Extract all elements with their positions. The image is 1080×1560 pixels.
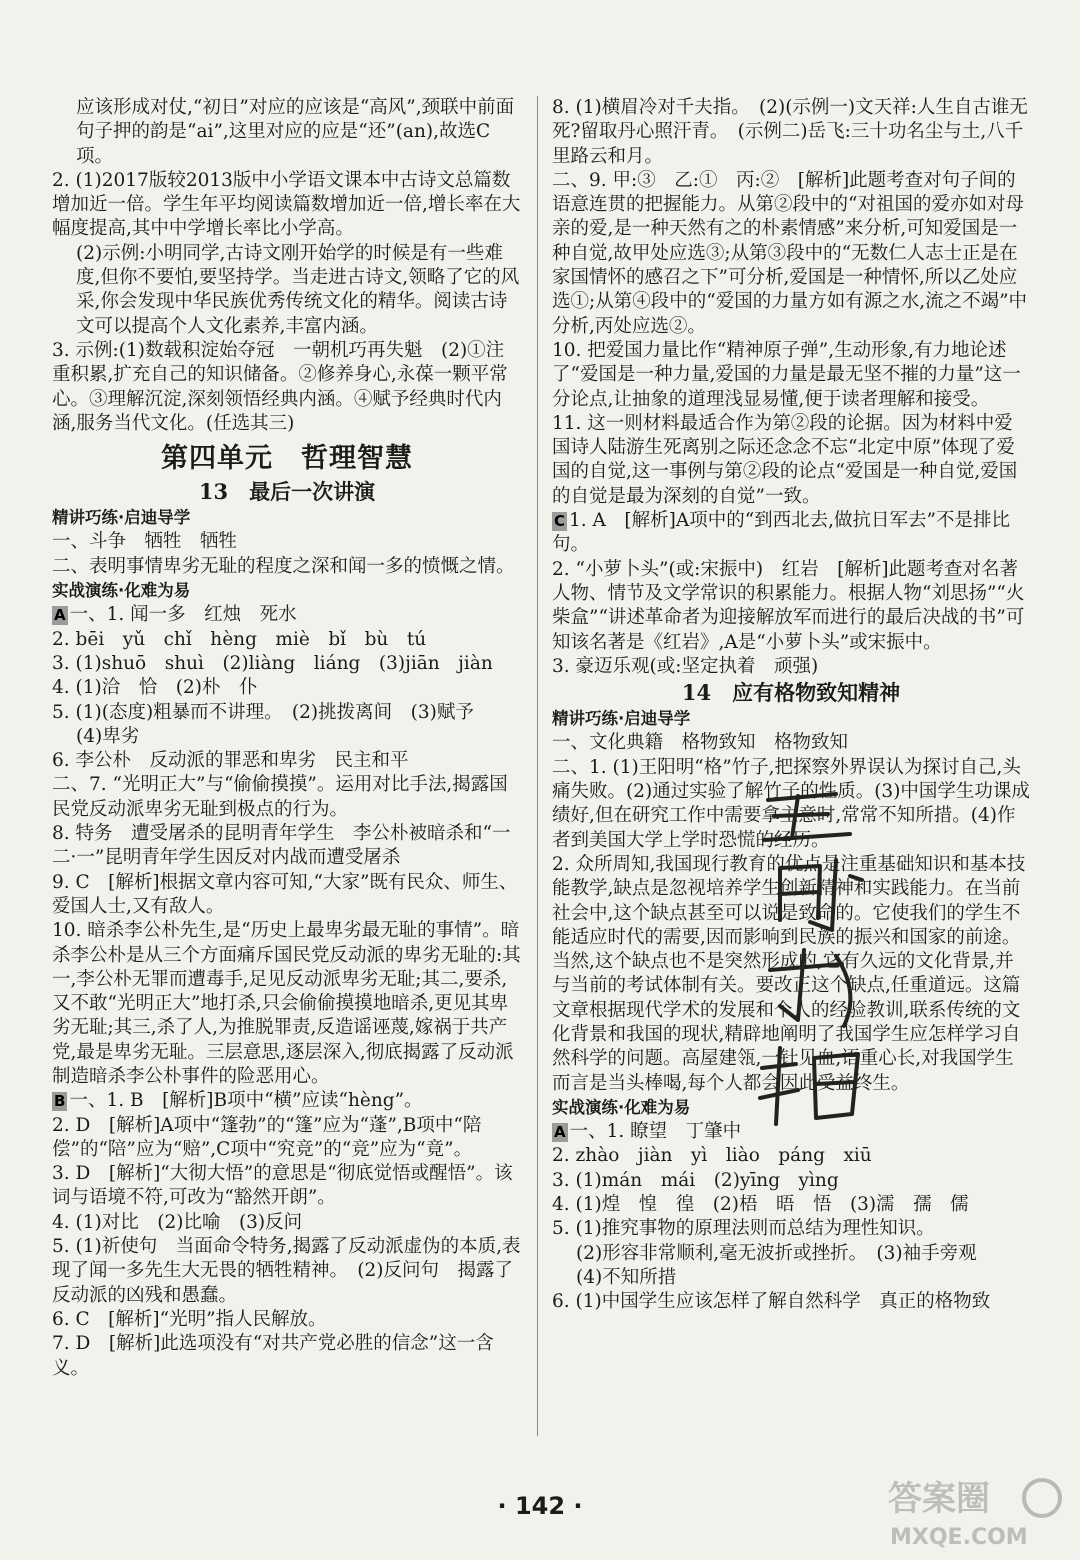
block-text: 5. (1)祈使句 当面命令特务,揭露了反动派虚伪的本质,表现了闻一多先生大无畏的牺牲精神。 (2)反问句 揭露了反动派的凶残和愚蠢。 bbox=[52, 1236, 521, 1306]
block-text: 精讲巧练·启迪导学 bbox=[552, 709, 691, 729]
block-text: 2. 众所周知,我国现行教育的优点是注重基础知识和基本技能教学,缺点是忽视培养学生创新精神和实践能力。在当前社会中,这个缺点甚至可以说是致命的。它使我们的学生不能适应时代的需要,因而影响到民族的振兴和国家的前途。当然,这个缺点也不是突然形成的,它有久远的文化背景,并与当前的考试体制有关。要改正这个缺点,任重道远。这篇文章根据现代学术的发展和个人的经验教训,联系传统的文化背景和我国的现状,精辟地阐明了我国学生应怎样学习自然科学的问题。高屋建瓴,一针见血,语重心长,对我国学生而言是当头棒喝,每个人都会因此受益终生。 bbox=[552, 853, 1026, 1094]
answer-paragraph bbox=[52, 242, 522, 339]
answer-paragraph bbox=[52, 1235, 522, 1308]
block-text: 5. (1)(态度)粗暴而不讲理。 (2)挑拨离间 (3)赋予 bbox=[52, 701, 474, 723]
answer-paragraph bbox=[52, 1089, 522, 1113]
block-text: 2. D [解析]A项中“篷勃”的“篷”应为“蓬”,B项中“陪偿”的“陪”应为“赔”,C项中“究竞”的“竞”应为“竟”。 bbox=[52, 1114, 482, 1160]
block-text: 10. 把爱国力量比作“精神原子弹”,生动形象,有力地论述了“爱国是一种力量,爱国的力量是最无坚不摧的力量”这一分论点,让抽象的道理浅显易懂,便于读者理解和接受。 bbox=[552, 339, 1021, 410]
answer-paragraph bbox=[52, 1308, 522, 1332]
level-badge: A bbox=[554, 1123, 566, 1142]
answer-paragraph bbox=[52, 701, 522, 725]
block-text: 2. zhào jiàn yì liào páng xiū bbox=[552, 1145, 872, 1167]
block-text: 3. 豪迈乐观(或:坚定执着 顽强) bbox=[552, 655, 819, 677]
block-text: 13 最后一次讲演 bbox=[198, 479, 376, 505]
block-text: 一、1. B [解析]B项中“横”应读“hèng”。 bbox=[69, 1090, 423, 1112]
block-text: (2)示例:小明同学,古诗文刚开始学的时候是有一些难度,但你不要怕,要坚持学。当走进古诗文,领略了它的风采,你会发现中华民族优秀传统文化的精华。阅读古诗文可以提高个人文化素养,丰富内涵。 bbox=[76, 242, 520, 337]
answer-paragraph bbox=[552, 1242, 1030, 1266]
block-text: 精讲巧练·启迪导学 bbox=[52, 508, 191, 528]
answer-paragraph bbox=[552, 169, 1030, 339]
answer-paragraph bbox=[552, 1290, 1030, 1314]
answer-paragraph bbox=[52, 555, 522, 579]
answer-paragraph bbox=[52, 919, 522, 1089]
answer-paragraph bbox=[52, 749, 522, 773]
block-text: 一、1. 瞭望 丁肇中 bbox=[569, 1121, 742, 1143]
lesson-title bbox=[52, 478, 522, 506]
block-text: 第四单元 哲理智慧 bbox=[161, 443, 413, 475]
block-text: 4. (1)煌 惶 徨 (2)梧 晤 悟 (3)濡 孺 儒 bbox=[552, 1194, 969, 1216]
block-text: (2)形容非常顺利,毫无波折或挫折。 (3)袖手旁观 bbox=[576, 1242, 977, 1264]
answer-paragraph bbox=[552, 1144, 1030, 1168]
answer-paragraph bbox=[552, 509, 1030, 558]
answer-paragraph bbox=[52, 1211, 522, 1235]
block-text: 8. (1)横眉冷对千夫指。 (2)(示例一)文天祥:人生自古谁无死?留取丹心照汗青。 (示例二)岳飞:三十功名尘与土,八千里路云和月。 bbox=[552, 97, 1028, 167]
block-text: 2. “小萝卜头”(或:宋振中) 红岩 [解析]此题考查对名著人物、情节及文学常识的积累能力。根据人物“刘思扬”“火柴盒”“讲述革命者为迎接解放军而进行的最后决战的书”可知该名著是《红岩》,A是“小萝卜头”或宋振中。 bbox=[552, 558, 1025, 653]
block-text: 5. (1)推究事物的原理法则而总结为理性知识。 bbox=[552, 1218, 935, 1240]
level-badge: C bbox=[554, 512, 566, 531]
answer-paragraph bbox=[52, 530, 522, 554]
level-badge: A bbox=[54, 606, 66, 625]
block-text: (4)不知所措 bbox=[576, 1266, 677, 1288]
block-text: 二、1. (1)王阳明“格”竹子,把探察外界误认为探讨自己,头痛失败。(2)通过实验了解竹子的性质。(3)中国学生功课成绩好,但在研究工作中需要拿主意时,常常不知所措。(4)作者到美国大学上学时恐慌的经历。 bbox=[552, 756, 1030, 851]
answer-paragraph bbox=[552, 1217, 1030, 1241]
answer-paragraph bbox=[52, 652, 522, 676]
block-text: 二、表明事情卑劣无耻的程度之深和闻一多的愤慨之情。 bbox=[52, 555, 515, 577]
block-text: 一、1. 闻一多 红烛 死水 bbox=[69, 604, 297, 626]
answer-paragraph bbox=[52, 1162, 522, 1211]
answer-paragraph bbox=[52, 169, 522, 242]
section-heading bbox=[552, 707, 1030, 731]
block-text: 2. (1)2017版较2013版中小学语文课本中古诗文总篇数增加近一倍。学生年平均阅读篇数增加近一倍,增长率在大幅度提高,其中中学增长率比小学高。 bbox=[52, 169, 521, 240]
answer-paragraph bbox=[52, 96, 522, 169]
answer-paragraph bbox=[552, 558, 1030, 655]
answer-paragraph bbox=[552, 339, 1030, 412]
answer-paragraph bbox=[552, 1169, 1030, 1193]
block-text: 11. 这一则材料最适合作为第②段的论据。因为材料中爱国诗人陆游生死离别之际还念念不忘“北定中原”体现了爱国的自觉,这一事例与第②段的论点“爱国是一种自觉,爱国的自觉是最为深刻的自觉”一致。 bbox=[552, 412, 1018, 507]
answer-paragraph bbox=[52, 628, 522, 652]
block-text: 3. 示例:(1)数载积淀始夺冠 一朝机巧再失魁 (2)①注重积累,扩充自己的知识储备。②修养身心,永葆一颗平常心。③理解沉淀,深刻领悟经典内涵。④赋予经典时代内涵,服务当代文化。(任选其三) bbox=[52, 339, 508, 434]
block-text: 14 应有格物致知精神 bbox=[681, 680, 901, 706]
unit-heading bbox=[52, 442, 522, 476]
block-text: 二、7. “光明正大”与“偷偷摸摸”。运用对比手法,揭露国民党反动派卑劣无耻到极点的行为。 bbox=[52, 774, 508, 820]
answer-paragraph bbox=[52, 339, 522, 436]
block-text: 一、斗争 牺牲 牺牲 bbox=[52, 531, 238, 553]
block-text: 应该形成对仗,“初日”对应的应该是“高风”,颈联中前面句子押的韵是“ai”,这里对应的应是“还”(an),故选C项。 bbox=[76, 97, 515, 167]
block-text: 6. (1)中国学生应该怎样了解自然科学 真正的格物致 bbox=[552, 1291, 991, 1313]
block-text: 4. (1)对比 (2)比喻 (3)反问 bbox=[52, 1211, 303, 1233]
block-text: 8. 特务 遭受屠杀的昆明青年学生 李公朴被暗杀和“一二·一”昆明青年学生因反对内战而遭受屠杀 bbox=[52, 823, 511, 869]
watermark-logo bbox=[878, 1470, 1068, 1552]
block-text: 4. (1)洽 恰 (2)朴 仆 bbox=[52, 677, 258, 699]
answer-paragraph bbox=[552, 96, 1030, 169]
answer-paragraph bbox=[52, 871, 522, 920]
page-number: · 142 · bbox=[497, 1492, 583, 1520]
block-text: 3. (1)mán mái (2)yīng yìng bbox=[552, 1169, 839, 1191]
block-text: 6. 李公朴 反动派的罪恶和卑劣 民主和平 bbox=[52, 750, 409, 772]
block-text: 二、9. 甲:③ 乙:① 丙:② [解析]此题考查对句子间的语意连贯的把握能力。从第②段中的“对祖国的爱亦如对母亲的爱,是一种天然有之的朴素情感”来分析,可知爱国是一种自觉,故甲处应选③;从第③段中的“无数仁人志士正是在家国情怀的感召之下”可分析,爱国是一种情怀,所以乙处应选①;从第④段中的“爱国的力量方如有源之水,流之不竭”中分析,丙处应选②。 bbox=[552, 169, 1028, 337]
svg-text:答案圈: 答案圈 bbox=[888, 1479, 990, 1519]
block-text: 9. C [解析]根据文章内容可知,“大家”既有民众、师生、爱国人士,又有敌人。 bbox=[52, 871, 518, 917]
section-heading bbox=[52, 579, 522, 603]
left-column bbox=[52, 96, 522, 1381]
answer-paragraph bbox=[552, 731, 1030, 755]
block-text: 一、文化典籍 格物致知 格物致知 bbox=[552, 732, 849, 754]
block-text: 实战演练·化难为易 bbox=[552, 1097, 691, 1117]
answer-paragraph bbox=[552, 655, 1030, 679]
svg-text:MXQE.COM: MXQE.COM bbox=[890, 1525, 1028, 1550]
answer-paragraph bbox=[552, 1193, 1030, 1217]
answer-paragraph bbox=[552, 1266, 1030, 1290]
answer-paragraph bbox=[52, 1114, 522, 1163]
answer-paragraph bbox=[52, 822, 522, 871]
block-text: (4)卑劣 bbox=[76, 725, 140, 747]
block-text: 1. A [解析]A项中的“到西北去,做抗日军去”不是排比句。 bbox=[552, 510, 1011, 556]
lesson-title bbox=[552, 679, 1030, 707]
answer-paragraph bbox=[52, 725, 522, 749]
block-text: 实战演练·化难为易 bbox=[52, 581, 191, 601]
level-badge: B bbox=[54, 1092, 66, 1111]
block-text: 7. D [解析]此选项没有“对共产党必胜的信念”这一含义。 bbox=[52, 1333, 494, 1379]
block-text: 3. D [解析]“大彻大悟”的意思是“彻底觉悟或醒悟”。该词与语境不符,可改为“豁然开朗”。 bbox=[52, 1163, 513, 1209]
answer-paragraph bbox=[52, 1332, 522, 1381]
answer-paragraph bbox=[52, 603, 522, 627]
answer-paragraph bbox=[552, 412, 1030, 509]
handwritten-annotation bbox=[740, 780, 880, 1140]
answer-paragraph bbox=[52, 676, 522, 700]
block-text: 6. C [解析]“光明”指人民解放。 bbox=[52, 1308, 327, 1330]
answer-paragraph bbox=[52, 773, 522, 822]
section-heading bbox=[52, 506, 522, 530]
block-text: 10. 暗杀李公朴先生,是“历史上最卑劣最无耻的事情”。暗杀李公朴是从三个方面痛斥国民党反动派的卑劣无耻的:其一,李公朴无罪而遭毒手,足见反动派卑劣无耻;其二,要杀,又不敢“光明正大”地打杀,只会偷偷摸摸地暗杀,更见其卑劣无耻;其三,杀了人,为推脱罪责,反造谣诬蔑,嫁祸于共产党,最是卑劣无耻。三层意思,逐层深入,彻底揭露了反动派制造暗杀李公朴事件的险恶用心。 bbox=[52, 920, 521, 1087]
column-divider bbox=[537, 96, 538, 1436]
block-text: 2. bēi yǔ chǐ hèng miè bǐ bù tú bbox=[52, 628, 427, 650]
block-text: 3. (1)shuō shuì (2)liàng liáng (3)jiān jiàn bbox=[52, 652, 493, 674]
